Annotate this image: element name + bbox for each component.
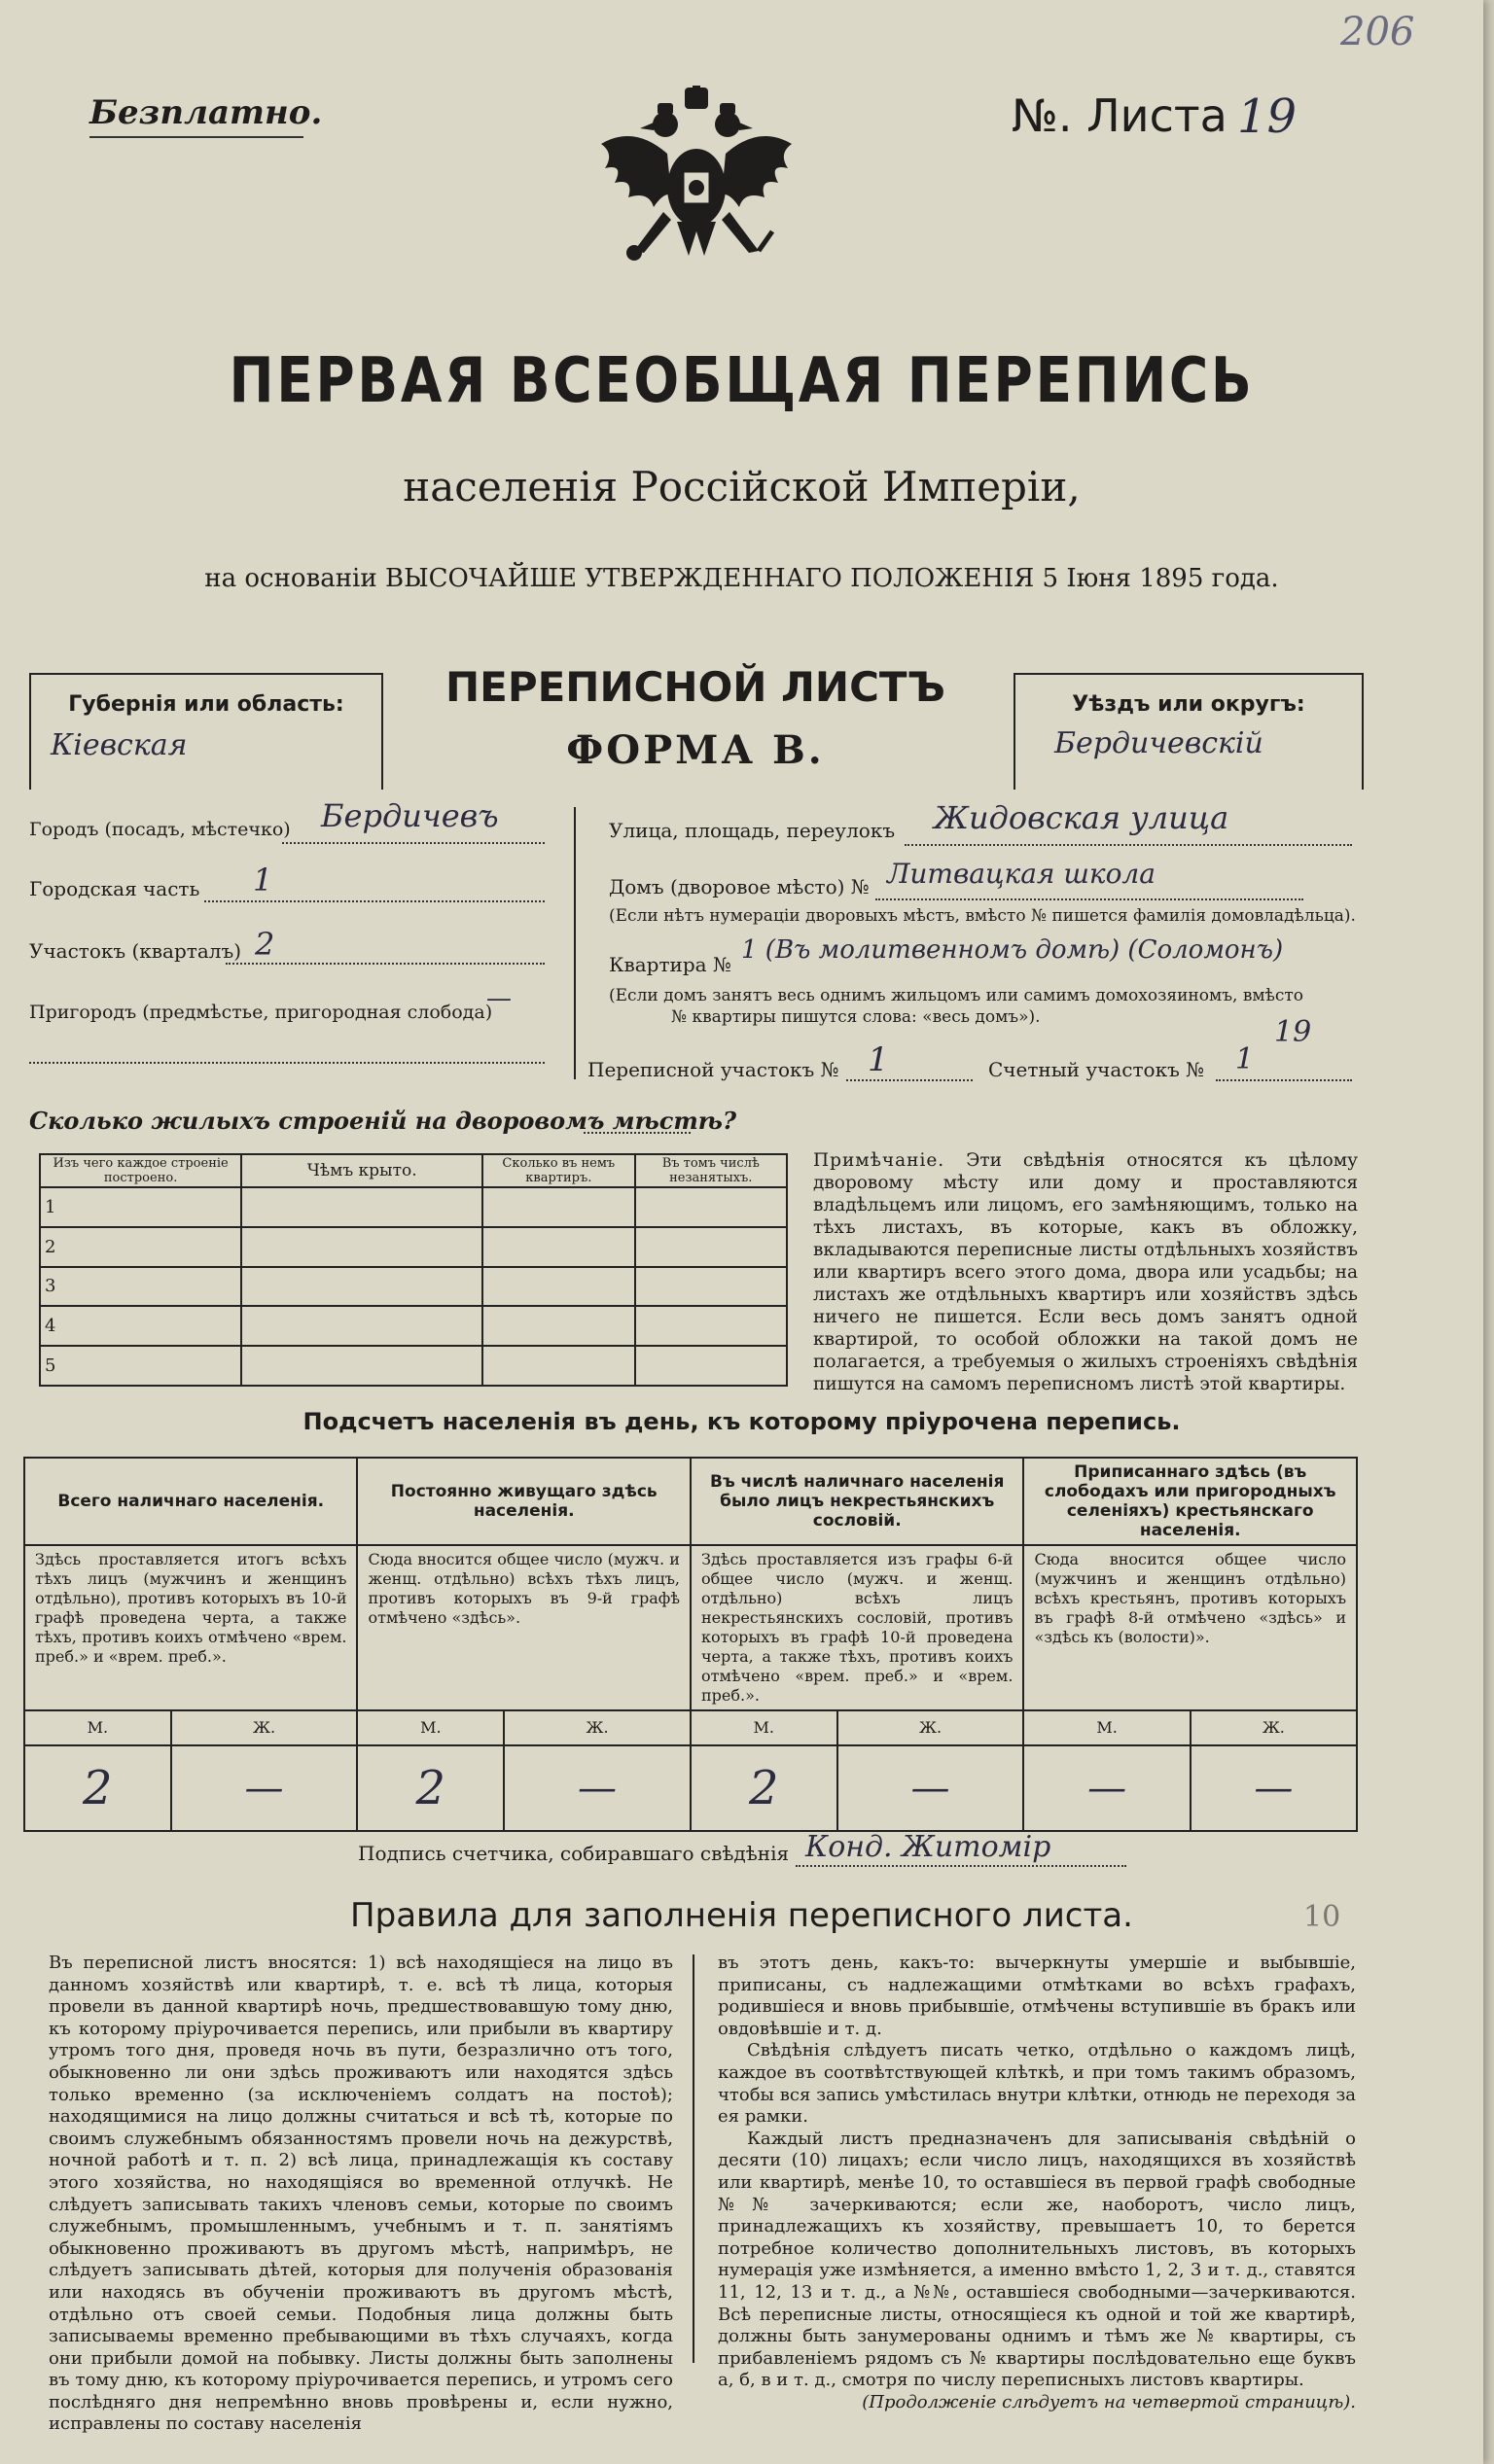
corner-archive-number: 206 xyxy=(1340,10,1415,54)
city-part-label: Городская часть xyxy=(29,877,200,900)
population-col-resident-desc: Сюда вносится общее число (мужч. и женщ. отдѣльно) всѣхъ тѣхъ лицъ, противъ которыхъ въ 9-й графѣ отмѣчено «здѣсь». xyxy=(357,1545,690,1710)
table-row xyxy=(40,1267,787,1307)
population-m-label: М. xyxy=(357,1710,504,1745)
population-resident-m: 2 xyxy=(357,1745,504,1831)
sheet-number-value: 19 xyxy=(1237,89,1298,144)
buildings-col-roof: Чѣмъ крыто. xyxy=(241,1154,482,1187)
precinct-line xyxy=(226,963,545,965)
rules-title: Правила для заполненія переписного листа. xyxy=(350,1896,1133,1935)
house-value: Литвацкая школа xyxy=(887,858,1156,890)
page-subtitle: населенія Россійской Имперіи, xyxy=(403,463,1081,510)
province-label: Губернія или область: xyxy=(68,692,344,717)
population-col-total-head: Всего наличнаго населенія. xyxy=(24,1458,357,1545)
buildings-row-number: 5 xyxy=(40,1346,241,1386)
population-total-f: — xyxy=(171,1745,358,1831)
signature-value: Конд. Житомiр xyxy=(805,1830,1051,1864)
buildings-row-number: 4 xyxy=(40,1306,241,1346)
rules-divider xyxy=(693,1954,694,2363)
buildings-col-apartments: Сколько въ немъ квартиръ. xyxy=(482,1154,634,1187)
buildings-row-number: 1 xyxy=(40,1187,241,1227)
population-peasant-m: — xyxy=(1023,1745,1190,1831)
city-line xyxy=(282,842,545,844)
population-nonpeasant-m: 2 xyxy=(691,1745,837,1831)
city-label: Городъ (посадъ, мѣстечко) xyxy=(29,819,291,840)
suburb-value: — xyxy=(486,984,512,1013)
remark-text: Эти свѣдѣнія относятся къ цѣлому дворовому мѣсту или дому и проставляются владѣльцемъ или лицомъ, его замѣняющимъ, только на тѣхъ листахъ, въ которые, какъ въ обложку, вкладываются переписные листы отдѣльныхъ хозяйствъ или квартиръ всего этого дома, двора или усадьбы; на листахъ же отдѣльныхъ квартиръ или хозяйствъ здѣсь ничего не пишется. Если весь домъ занятъ одной квартирой, то особой обложки на такой домъ не полагается, а требуемыя о жилыхъ строеніяхъ свѣдѣнія пишутся на самомъ переписномъ листѣ этой квартиры. xyxy=(813,1150,1358,1394)
free-label-underline xyxy=(89,136,303,138)
suburb-label: Пригородъ (предмѣстье, пригородная слобода) xyxy=(29,1002,493,1023)
population-col-peasant-head: Приписаннаго здѣсь (въ слободахъ или пригородныхъ селеніяхъ) крестьянскаго населенія. xyxy=(1023,1458,1357,1545)
buildings-table xyxy=(39,1153,788,1387)
street-line xyxy=(905,844,1352,846)
population-f-label: Ж. xyxy=(504,1710,691,1745)
street-label: Улица, площадь, переулокъ xyxy=(609,819,896,842)
suburb-line xyxy=(29,1062,545,1064)
census-area-value: 1 xyxy=(868,1040,889,1079)
form-title: ПЕРЕПИСНОЙ ЛИСТЪ xyxy=(445,663,946,711)
rules-continued: (Продолженіе слѣдуетъ на четвертой страницѣ). xyxy=(862,2391,1356,2412)
precinct-value: 2 xyxy=(255,926,275,963)
rules-left-column: Въ переписной листъ вносятся: 1) всѣ находящіеся на лицо въ данномъ хозяйствѣ или квартирѣ, т. е. всѣ тѣ лица, которыя провели въ данной квартирѣ ночь, предшествовавшую тому дню, къ которому пріурочивается перепись, или прибыли въ квартиру утромъ того дня, проведя ночь въ пути, безразлично отъ того, обыкновенно ли они здѣсь проживаютъ или находятся здѣсь только временно (за исключеніемъ солдатъ на постоѣ); находящимися на лицо должны считаться и всѣ тѣ, которые по своимъ служебнымъ обязанностямъ провели ночь на дежурствѣ, ночной работѣ и т. п. 2) всѣ лица, принадлежащія къ составу этого хозяйства, но находящіяся во временной отлучкѣ. Не слѣдуетъ записывать такихъ членовъ семьи, которые по своимъ служебнымъ, промышленнымъ, учебнымъ и т. п. занятіямъ обыкновенно проживаютъ въ другомъ мѣстѣ, напримѣръ, не слѣдуетъ записывать дѣтей, которыя для полученія образованія или находясь въ обученіи проживаютъ въ другомъ мѣстѣ, отдѣльно отъ своей семьи. Подобныя лица должны быть записываемы временно пребывающими въ тѣхъ случаяхъ, когда они прибыли домой на побывку. Листы должны быть заполнены въ тому дню, къ которому пріурочивается перепись, и утромъ сего послѣдняго дня непремѣнно вновь провѣрены и, если нужно, исправлены по составу населенія xyxy=(49,1953,673,2435)
buildings-row-number: 2 xyxy=(40,1227,241,1267)
province-box xyxy=(29,673,383,790)
population-m-label: М. xyxy=(1023,1710,1190,1745)
city-part-line xyxy=(204,900,545,902)
census-area-label: Переписной участокъ № xyxy=(587,1058,839,1081)
location-divider xyxy=(574,807,576,1079)
page-title: ПЕРВАЯ ВСЕОБЩАЯ ПЕРЕПИСЬ xyxy=(229,345,1255,417)
buildings-question: Сколько жилыхъ строеній на дворовомъ мѣстѣ? xyxy=(29,1107,737,1135)
count-area-line xyxy=(1216,1079,1352,1081)
population-col-nonpeasant-head: Въ числѣ наличнаго населенія было лицъ некрестьянскихъ сословій. xyxy=(691,1458,1023,1545)
count-area-value: 1 xyxy=(1235,1042,1255,1076)
rules-right-column xyxy=(718,1953,1356,2413)
count-area-label: Счетный участокъ № xyxy=(988,1058,1205,1081)
population-nonpeasant-f: — xyxy=(837,1745,1024,1831)
apartment-value: 1 (Въ молитвенномъ домѣ) (Соломонъ) xyxy=(741,935,1284,965)
population-f-label: Ж. xyxy=(1191,1710,1357,1745)
table-row xyxy=(40,1306,787,1346)
population-f-label: Ж. xyxy=(837,1710,1024,1745)
precinct-label: Участокъ (кварталъ) xyxy=(29,939,241,963)
population-resident-f: — xyxy=(504,1745,691,1831)
table-row xyxy=(40,1227,787,1267)
rules-right-para-3: Каждый листъ предназначенъ для записыванія свѣдѣній о десяти (10) лицахъ; если число лицъ, находящихся въ хозяйствѣ или квартирѣ, менѣе 10, то оставшіеся въ первой графѣ свободные №№ зачеркиваются; если же, наоборотъ, число лицъ, принадлежащихъ къ хозяйству, превышаетъ 10, то берется потребное количество дополнительныхъ листовъ, въ которыхъ нумерація уже измѣняется, а именно вмѣсто 1, 2, 3 и т. д., ставятся 11, 12, 13 и т. д., а №№, оставшіеся свободными—зачеркиваются. Всѣ переписные листы, относящіеся къ одной и той же квартирѣ, должны быть занумерованы однимъ и тѣмъ же № квартиры, съ прибавленіемъ рядомъ съ № квартиры послѣдовательно еще буквъ а, б, в и т. д., смотря по числу переписныхъ листовъ квартиры. xyxy=(718,2128,1356,2391)
buildings-question-line xyxy=(584,1132,691,1134)
population-m-label: М. xyxy=(24,1710,171,1745)
rules-right-para-2: Свѣдѣнія слѣдуетъ писать четко, отдѣльно о каждомъ лицѣ, каждое въ соотвѣтствующей клѣткѣ, и при томъ такимъ образомъ, чтобы вся запись умѣстилась внутри клѣтки, отнюдь не переходя за ея рамки. xyxy=(718,2040,1356,2128)
city-part-value: 1 xyxy=(253,862,273,898)
population-f-label: Ж. xyxy=(171,1710,358,1745)
population-m-label: М. xyxy=(691,1710,837,1745)
census-area-line xyxy=(846,1079,973,1081)
table-row xyxy=(40,1187,787,1227)
buildings-row-number: 3 xyxy=(40,1267,241,1307)
street-value: Жидовская улица xyxy=(934,799,1229,836)
signature-label: Подпись счетчика, собиравшаго свѣдѣнія xyxy=(358,1842,790,1865)
imperial-eagle-emblem xyxy=(595,86,798,280)
apartment-note-1: (Если домъ занятъ весь однимъ жильцомъ или самимъ домохозяиномъ, вмѣсто xyxy=(609,986,1304,1005)
rules-right-para-1: въ этотъ день, какъ-то: вычеркнуты умершіе и выбывшіе, приписаны, съ надлежащими отмѣтками во всѣхъ графахъ, родившіеся и вновь прибывшіе, отмѣчены вступившіе въ бракъ или овдовѣвшіе и т. д. xyxy=(718,1953,1356,2039)
population-col-total-desc: Здѣсь проставляется итогъ всѣхъ тѣхъ лицъ (мужчинъ и женщинъ отдѣльно), противъ которыхъ въ 10-й графѣ проведена черта, а также тѣхъ, противъ коихъ отмѣчено «врем. преб.» и «врем. преб.». xyxy=(24,1545,357,1710)
population-col-resident-head: Постоянно живущаго здѣсь населенія. xyxy=(357,1458,690,1545)
population-total-m: 2 xyxy=(24,1745,171,1831)
district-box xyxy=(1014,673,1364,790)
district-label: Уѣздъ или округъ: xyxy=(1072,692,1305,717)
population-title: Подсчетъ населенія въ день, къ которому пріурочена перепись. xyxy=(302,1408,1181,1435)
house-label: Домъ (дворовое мѣсто) № xyxy=(609,875,870,898)
sheet-number-label: №. Листа xyxy=(1012,89,1227,142)
apartment-note-2: № квартиры пишутся слова: «весь домъ»). xyxy=(671,1007,1041,1027)
signature-line xyxy=(796,1865,1126,1867)
basis-line: на основаніи ВЫСОЧАЙШЕ УТВЕРЖДЕННАГО ПОЛОЖЕНІЯ 5 Іюня 1895 года. xyxy=(204,564,1279,593)
province-value: Кіевская xyxy=(51,728,188,762)
population-peasant-f: — xyxy=(1191,1745,1357,1831)
remark-lead: Примѣчаніе. xyxy=(813,1150,945,1171)
remark xyxy=(813,1149,1358,1395)
house-note: (Если нѣтъ нумераціи дворовыхъ мѣстъ, вмѣсто № пишется фамилія домовладѣльца). xyxy=(609,906,1356,926)
rules-page-mark: 10 xyxy=(1303,1900,1341,1934)
free-label: Безплатно. xyxy=(89,93,323,132)
population-table xyxy=(23,1457,1358,1832)
table-row xyxy=(40,1346,787,1386)
buildings-col-material: Изъ чего каждое строеніе построено. xyxy=(40,1154,241,1187)
house-line xyxy=(875,898,1303,900)
population-col-peasant-desc: Сюда вносится общее число (мужчинъ и женщинъ отдѣльно) всѣхъ крестьянъ, противъ которыхъ въ графѣ 8-й отмѣчено «здѣсь» и «здѣсь къ (волости)». xyxy=(1023,1545,1357,1710)
apartment-label: Квартира № xyxy=(609,953,731,976)
district-value: Бердичевскій xyxy=(1054,726,1263,760)
city-value: Бердичевъ xyxy=(321,797,499,834)
buildings-col-vacant: Въ томъ числѣ незанятыхъ. xyxy=(635,1154,787,1187)
extra-mark: 19 xyxy=(1274,1015,1312,1049)
form-code: ФОРМА В. xyxy=(566,727,825,773)
population-col-nonpeasant-desc: Здѣсь проставляется изъ графы 6-й общее число (мужч. и женщ. отдѣльно) всѣхъ лицъ некрестьянскихъ сословій, противъ которыхъ въ графѣ 10-й проведена черта, а также тѣхъ, противъ коихъ отмѣчено «врем. преб.» и «врем. преб.». xyxy=(691,1545,1023,1710)
